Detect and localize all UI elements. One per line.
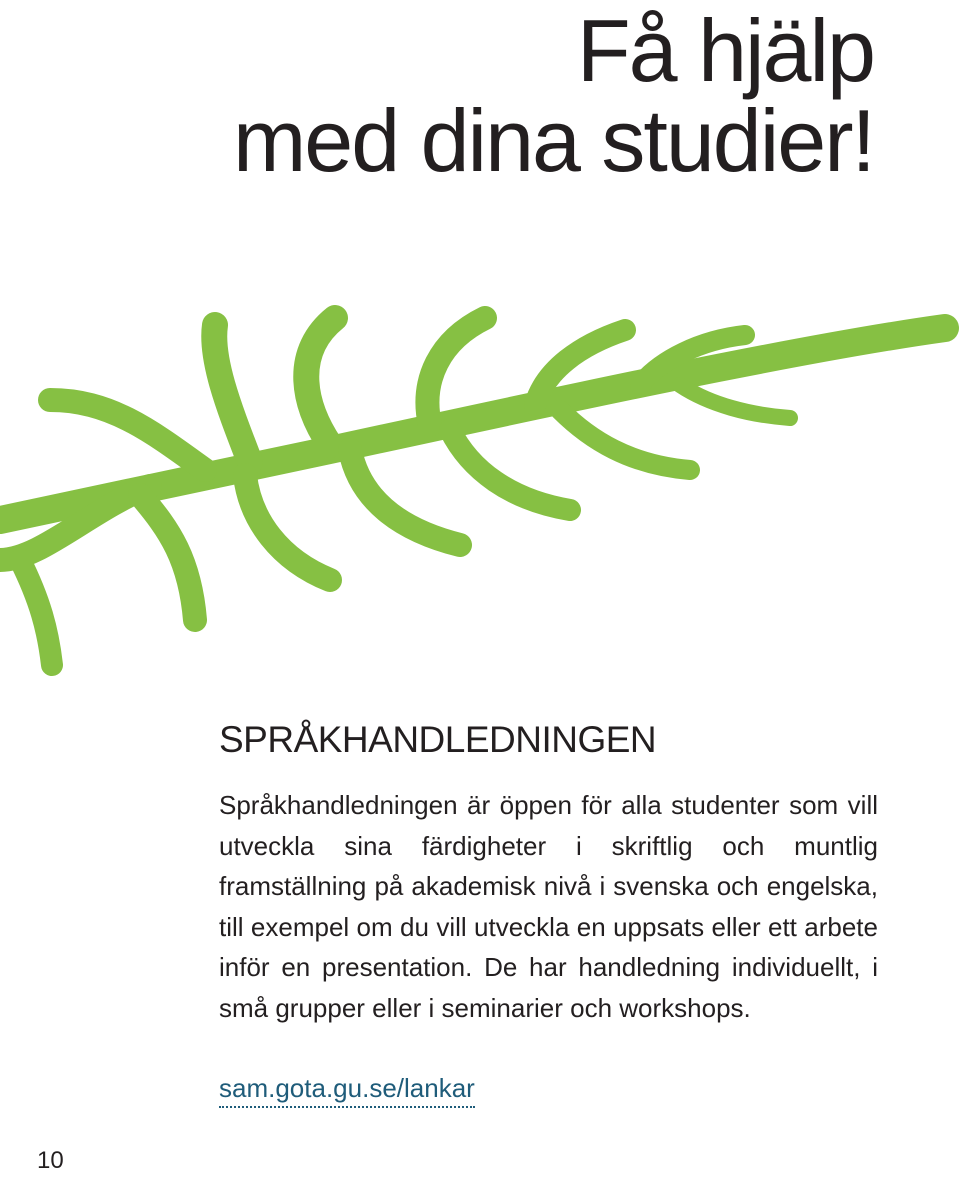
fern-lower-frond [20, 560, 52, 665]
fern-leaf-icon [0, 300, 960, 680]
page-title-line-1: Få hjälp [576, 1, 874, 100]
fern-frond-upper-1 [50, 400, 205, 470]
fern-frond-lower-6 [680, 385, 790, 418]
page-title [232, 0, 874, 190]
fern-frond-upper-3 [306, 318, 335, 445]
fern-frond-lower-2 [245, 475, 330, 580]
fern-frond-lower-4 [450, 430, 570, 510]
page-number: 10 [37, 1147, 64, 1174]
fern-frond-lower-5 [560, 410, 690, 470]
fern-frond-lower-3 [350, 450, 460, 545]
section-link[interactable]: sam.gota.gu.se/lankar [219, 1070, 475, 1108]
fern-frond-upper-2 [214, 325, 250, 462]
fern-frond-lower-1 [140, 495, 195, 620]
page-title-line-2: med dina studier! [232, 91, 874, 190]
section-heading: SPRÅKHANDLEDNINGEN [219, 719, 657, 760]
section-body-text: Språkhandledningen är öppen för alla studenter som vill utveckla sina färdigheter i skriftlig och muntlig framställning på akademisk nivå i svenska och engelska, till exempel om du vill utveckla en uppsats eller ett arbete inför en presentation. De har handledning individuellt, i små grupper eller i seminarier och workshops. [219, 790, 878, 1023]
